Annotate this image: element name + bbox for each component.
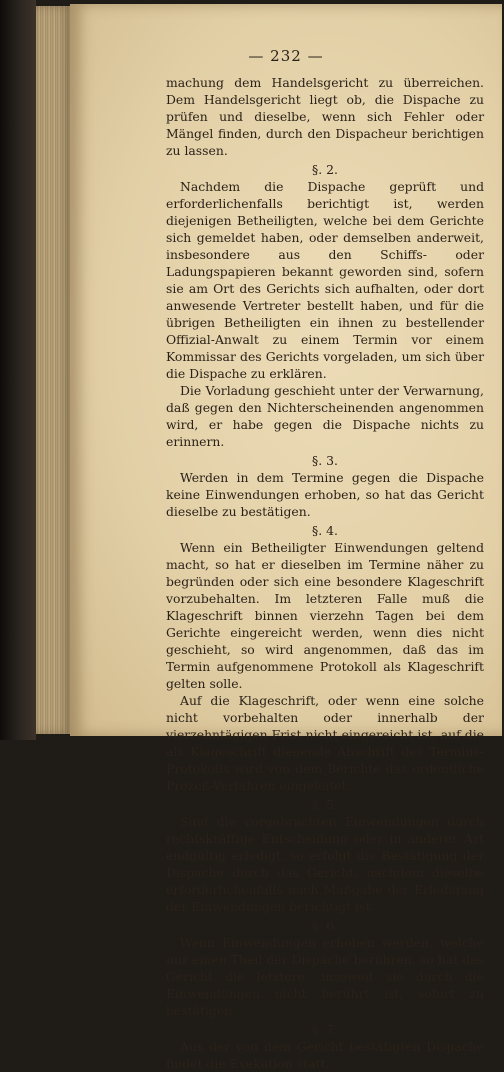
paragraph: Sind die vorgebrachten Einwendungen durch rechtskräftige Entscheidung oder in anderer Art endgültig erledigt, so erfolgt die Bestätigung der Dispache durch das Gericht, nachdem dieselbe erforderlichenfalls nach Maßgabe der Erledigung der Einwendungen berichtigt ist. xyxy=(166,814,484,914)
section-heading: §. 2. xyxy=(312,162,338,177)
section-heading: §. 5. xyxy=(312,797,338,812)
page-stack-edge xyxy=(36,6,72,734)
paragraph: machung dem Handelsgericht zu überreichen. Dem Handelsgericht liegt ob, die Dispache zu prüfen und dieselbe, wenn sich Fehler oder Mängel finden, durch den Dispacheur berichtigen zu lassen. xyxy=(166,75,484,158)
paragraph: Die Vorladung geschieht unter der Verwarnung, daß gegen den Nichterscheinenden angenommen wird, er habe gegen die Dispache nichts zu erinnern. xyxy=(166,383,484,449)
book-page xyxy=(70,4,502,1071)
section-heading: §. 6. xyxy=(312,918,338,933)
page-body-text xyxy=(166,74,484,1072)
paragraph: Werden in dem Termine gegen die Dispache keine Einwendungen erhoben, so hat das Gericht dieselbe zu bestätigen. xyxy=(166,470,484,519)
paragraph: Wenn Einwendungen erhoben werden, welche nur einen Theil der Dispache berühren, so hat das Gericht die letztere, insoweit sie durch die Einwendungen nicht berührt ist, sofort zu bestätigen. xyxy=(166,935,484,1018)
section-heading: §. 3. xyxy=(312,453,338,468)
book-cover-edge xyxy=(0,0,36,740)
section-heading: §. 7. xyxy=(312,1022,338,1037)
page-number-header: — 232 — xyxy=(248,47,324,65)
paragraph: Auf die Klageschrift, oder wenn eine solche nicht vorbehalten oder innerhalb der vierzehntägigen Frist nicht eingereicht ist, auf die als Klageschrift dienende Abschrift des Termins-Protokolls wird von dem Berichte das ordentliche Prozeß-Verfahren eingeleitet. xyxy=(166,693,484,793)
section-heading: §. 4. xyxy=(312,523,338,538)
paragraph: Aus der von dem Gericht bestätigten Dispache findet die Exekution statt. xyxy=(166,1039,484,1071)
paragraph: Nachdem die Dispache geprüft und erforderlichenfalls berichtigt ist, werden diejenigen Betheiligten, welche bei dem Gerichte sich gemeldet haben, oder demselben anderweit, insbesondere aus den Schiffs- oder Ladungspapieren bekannt geworden sind, sofern sie am Ort des Gerichts sich aufhalten, oder dort anwesende Vertreter bestellt haben, und für die übrigen Betheiligten ein ihnen zu bestellender Offizial-Anwalt zu einem Termin vor einem Kommissar des Gerichts vorgeladen, um sich über die Dispache zu erklären. xyxy=(166,179,484,381)
paragraph: Wenn ein Betheiligter Einwendungen geltend macht, so hat er dieselben im Termine näher zu begründen oder sich eine besondere Klageschrift vorzubehalten. Im letzteren Falle muß die Klageschrift binnen vierzehn Tagen bei dem Gerichte eingereicht werden, wenn dies nicht geschieht, so wird angenommen, daß das im Termin aufgenommene Protokoll als Klageschrift gelten solle. xyxy=(166,540,484,691)
